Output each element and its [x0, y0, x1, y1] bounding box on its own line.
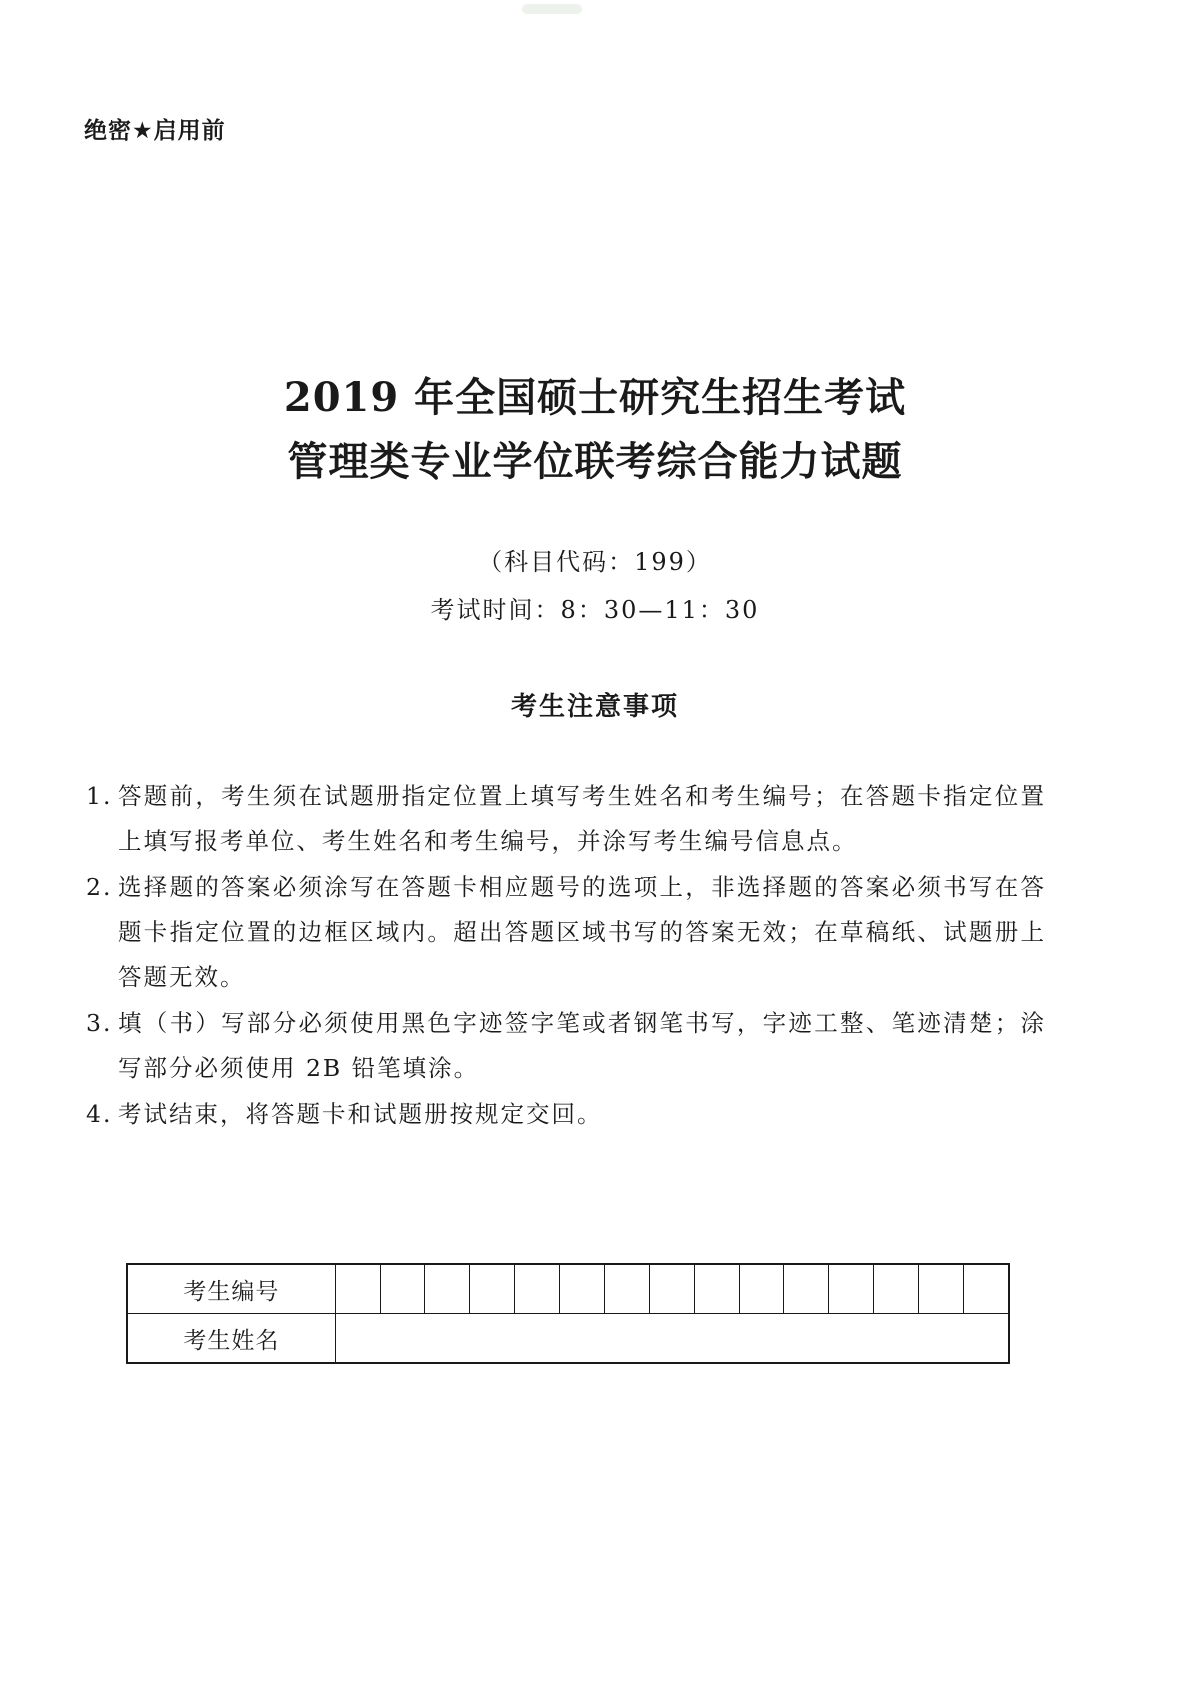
scan-mark	[522, 4, 582, 14]
candidate-name-field[interactable]	[335, 1314, 1009, 1364]
notice-number: 1.	[86, 782, 113, 810]
candidate-number-cell[interactable]	[380, 1264, 425, 1314]
notice-number: 4.	[86, 1100, 113, 1128]
candidate-number-cell[interactable]	[784, 1264, 829, 1314]
candidate-number-cell[interactable]	[963, 1264, 1009, 1314]
candidate-number-cell[interactable]	[874, 1264, 919, 1314]
notice-number: 2.	[86, 873, 113, 901]
notice-text: 答题前，考生须在试题册指定位置上填写考生姓名和考生编号；在答题卡指定位置上填写报考单位、考生姓名和考生编号，并涂写考生编号信息点。	[118, 782, 1046, 855]
notice-text: 考试结束，将答题卡和试题册按规定交回。	[118, 1100, 603, 1128]
notices-heading: 考生注意事项	[510, 692, 679, 722]
notices-list	[86, 774, 1046, 1138]
notice-item	[86, 1092, 1046, 1137]
notice-text: 选择题的答案必须涂写在答题卡相应题号的选项上，非选择题的答案必须书写在答题卡指定位置的边框区域内。超出答题区域书写的答案无效；在草稿纸、试题册上答题无效。	[118, 873, 1046, 991]
candidate-number-cell[interactable]	[560, 1264, 605, 1314]
candidate-number-cell[interactable]	[335, 1264, 380, 1314]
exam-title-line1: 2019 年全国硕士研究生招生考试	[283, 374, 907, 421]
subject-code: （科目代码：199）	[478, 548, 712, 576]
candidate-number-cell[interactable]	[694, 1264, 739, 1314]
candidate-number-cell[interactable]	[829, 1264, 874, 1314]
candidate-number-cell[interactable]	[739, 1264, 784, 1314]
candidate-name-row	[127, 1314, 1009, 1364]
candidate-number-cell[interactable]	[604, 1264, 649, 1314]
candidate-info-table	[126, 1263, 1010, 1364]
candidate-number-cell[interactable]	[919, 1264, 964, 1314]
candidate-number-cell[interactable]	[470, 1264, 515, 1314]
candidate-number-label: 考生编号	[127, 1264, 335, 1314]
candidate-number-cell[interactable]	[649, 1264, 694, 1314]
candidate-name-label: 考生姓名	[127, 1314, 335, 1364]
notice-item	[86, 865, 1046, 1000]
exam-time: 考试时间：8：30—11：30	[430, 596, 760, 624]
notice-item	[86, 1001, 1046, 1091]
candidate-number-cell[interactable]	[515, 1264, 560, 1314]
classification-label: 绝密★启用前	[84, 118, 226, 144]
candidate-number-row	[127, 1264, 1009, 1314]
exam-title-line2: 管理类专业学位联考综合能力试题	[287, 438, 903, 485]
notice-number: 3.	[86, 1009, 113, 1037]
notice-text: 填（书）写部分必须使用黑色字迹签字笔或者钢笔书写，字迹工整、笔迹清楚；涂写部分必须使用 2B 铅笔填涂。	[118, 1009, 1046, 1082]
candidate-number-cell[interactable]	[425, 1264, 470, 1314]
notice-item	[86, 774, 1046, 864]
